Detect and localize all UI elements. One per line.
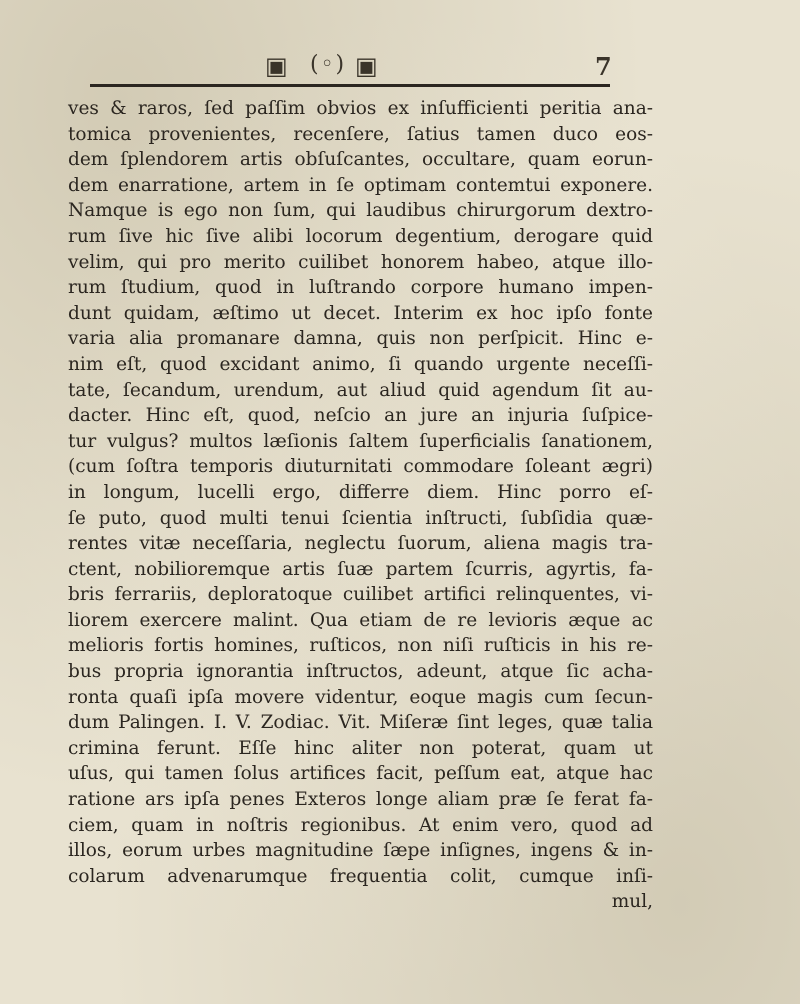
ornament-center-icon: (◦) bbox=[310, 52, 347, 77]
ornament-right-icon: ▣ bbox=[355, 52, 380, 80]
text-line: velim, qui pro merito cuilibet honorem habeo, atque illo- bbox=[68, 251, 653, 273]
text-line: varia alia promanare damna, quis non perſpicit. Hinc e- bbox=[68, 328, 653, 350]
text-line: dum Palingen. I. V. Zodiac. Vit. Miſeræ ſint leges, quæ talia bbox=[68, 712, 653, 734]
ornament-left-icon: ▣ bbox=[265, 52, 290, 80]
text-line: bris ferrariis, deploratoque cuilibet artifici relinquentes, vi- bbox=[68, 584, 653, 606]
text-line: (cum ſoſtra temporis diuturnitati commodare ſoleant ægri) bbox=[68, 456, 653, 478]
text-line: rum ſive hic ſive alibi locorum degentium, derogare quid bbox=[68, 225, 653, 247]
text-line: colarum advenarumque frequentia colit, cumque inſi- bbox=[68, 865, 653, 887]
text-line: crimina ferunt. Eſſe hinc aliter non poterat, quam ut bbox=[68, 737, 653, 759]
text-line: nim eſt, quod excidant animo, ſi quando urgente neceſſi- bbox=[68, 353, 653, 375]
text-line: liorem exercere malint. Qua etiam de re levioris æque ac bbox=[68, 609, 653, 631]
text-line: tur vulgus? multos læſionis ſaltem ſuperficialis ſanationem, bbox=[68, 430, 653, 452]
text-line: mul, bbox=[611, 891, 653, 913]
text-line: dacter. Hinc eſt, quod, neſcio an jure an injuria ſuſpice- bbox=[68, 405, 653, 427]
text-line: uſus, qui tamen ſolus artifices facit, peſſum eat, atque hac bbox=[68, 763, 653, 785]
text-line: Namque is ego non ſum, qui laudibus chirurgorum dextro- bbox=[68, 200, 653, 222]
body-text bbox=[68, 96, 653, 915]
text-line: dem ſplendorem artis obſuſcantes, occultare, quam eorun- bbox=[68, 149, 653, 171]
text-line: ves & raros, ſed paſſim obvios ex inſufficienti peritia ana- bbox=[68, 98, 653, 119]
text-line: tate, ſecandum, urendum, aut aliud quid agendum ſit au- bbox=[68, 379, 653, 401]
running-header bbox=[0, 52, 800, 92]
text-line: dem enarratione, artem in ſe optimam contemtui exponere. bbox=[68, 174, 653, 196]
page-number: 7 bbox=[595, 52, 612, 81]
text-line: bus propria ignorantia inſtructos, adeunt, atque ſic acha- bbox=[68, 661, 653, 683]
text-line: ronta quaſi ipſa movere videntur, eoque magis cum ſecun- bbox=[68, 686, 653, 708]
text-line: rentes vitæ neceſſaria, neglectu ſuorum, aliena magis tra- bbox=[68, 533, 653, 555]
text-line: dunt quidam, æſtimo ut decet. Interim ex hoc ipſo fonte bbox=[68, 302, 653, 324]
text-line: ratione ars ipſa penes Exteros longe aliam præ ſe ferat fa- bbox=[68, 789, 653, 811]
text-line: in longum, lucelli ergo, differre diem. Hinc porro eſ- bbox=[68, 481, 653, 503]
text-line: illos, eorum urbes magnitudine ſæpe inſignes, ingens & in- bbox=[68, 840, 653, 862]
text-line: ctent, nobilioremque artis ſuæ partem ſcurris, agyrtis, fa- bbox=[68, 558, 653, 580]
text-line: rum ſtudium, quod in luſtrando corpore humano impen- bbox=[68, 277, 653, 299]
header-rule bbox=[90, 84, 610, 87]
text-line: tomica provenientes, recenſere, ſatius tamen duco eos- bbox=[68, 123, 653, 145]
text-line: ciem, quam in noſtris regionibus. At enim vero, quod ad bbox=[68, 814, 653, 836]
text-line: melioris fortis homines, ruſticos, non niſi ruſticis in his re- bbox=[68, 635, 653, 657]
text-line: ſe puto, quod multi tenui ſcientia inſtructi, ſubſidia quæ- bbox=[68, 507, 653, 529]
